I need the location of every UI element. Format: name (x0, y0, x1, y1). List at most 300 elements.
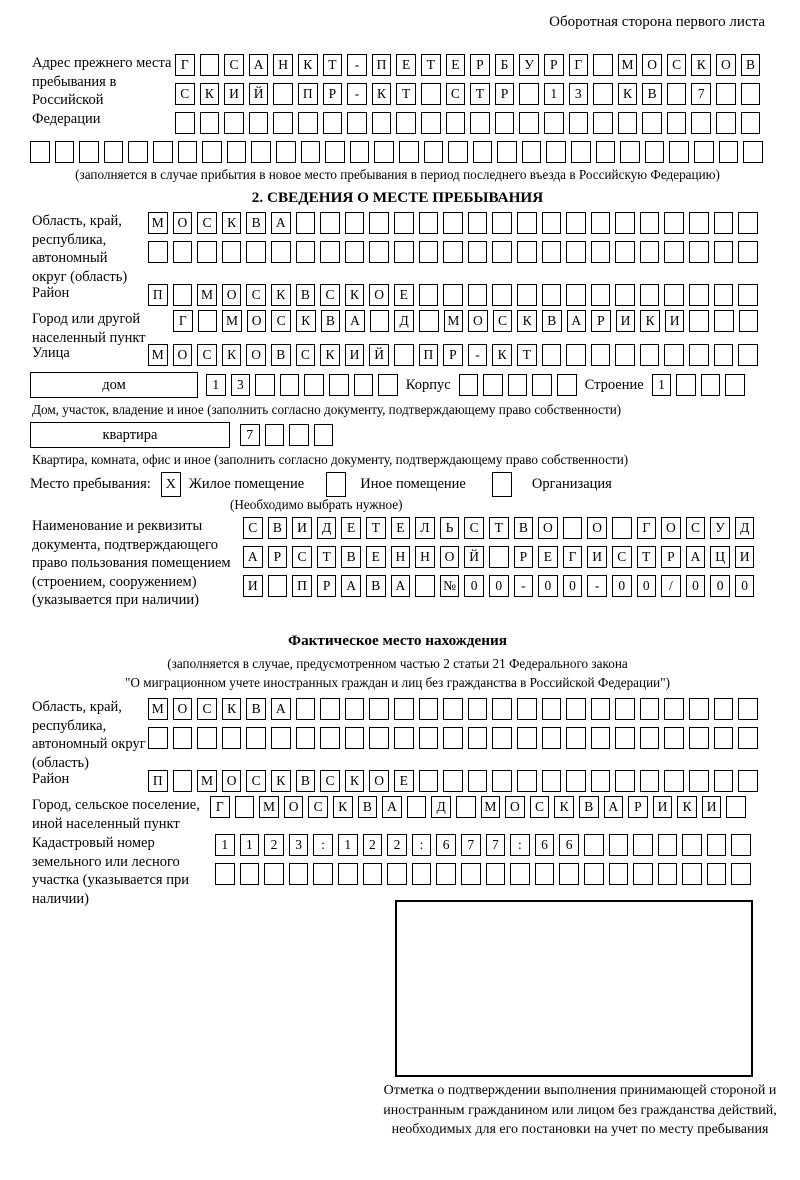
char-cell[interactable] (273, 112, 293, 134)
char-cell[interactable] (714, 344, 734, 366)
char-cell[interactable] (542, 212, 562, 234)
char-cell[interactable]: И (243, 575, 263, 597)
char-cell[interactable]: Ь (440, 517, 460, 539)
char-cell[interactable]: Ц (710, 546, 730, 568)
char-cell[interactable] (246, 241, 266, 263)
char-cell[interactable]: С (530, 796, 550, 818)
char-cell[interactable] (374, 141, 394, 163)
char-cell[interactable]: 3 (289, 834, 309, 856)
char-cell[interactable] (178, 141, 198, 163)
char-cell[interactable]: М (481, 796, 501, 818)
char-cell[interactable] (694, 141, 714, 163)
char-cell[interactable]: Р (514, 546, 534, 568)
char-cell[interactable]: П (148, 770, 168, 792)
char-cell[interactable]: А (604, 796, 624, 818)
char-cell[interactable]: 0 (464, 575, 484, 597)
char-cell[interactable]: К (372, 83, 392, 105)
char-cell[interactable]: Н (273, 54, 293, 76)
char-cell[interactable]: К (271, 284, 291, 306)
char-cell[interactable] (584, 863, 604, 885)
char-cell[interactable]: № (440, 575, 460, 597)
char-cell[interactable] (517, 727, 537, 749)
char-cell[interactable] (468, 241, 488, 263)
char-cell[interactable] (522, 141, 542, 163)
char-cell[interactable] (667, 83, 687, 105)
char-cell[interactable]: Е (394, 770, 414, 792)
char-cell[interactable] (731, 834, 751, 856)
char-cell[interactable]: К (222, 212, 242, 234)
char-cell[interactable]: Е (446, 54, 466, 76)
char-cell[interactable] (517, 212, 537, 234)
char-cell[interactable]: О (468, 310, 488, 332)
char-cell[interactable]: 0 (686, 575, 706, 597)
char-cell[interactable] (593, 83, 613, 105)
char-cell[interactable] (492, 698, 512, 720)
char-cell[interactable] (591, 212, 611, 234)
char-cell[interactable] (689, 241, 709, 263)
char-cell[interactable] (399, 141, 419, 163)
char-cell[interactable]: С (308, 796, 328, 818)
char-cell[interactable] (443, 698, 463, 720)
char-cell[interactable]: М (444, 310, 464, 332)
char-cell[interactable] (222, 241, 242, 263)
char-cell[interactable]: В (296, 284, 316, 306)
char-cell[interactable]: Т (637, 546, 657, 568)
char-cell[interactable]: 1 (240, 834, 260, 856)
char-cell[interactable] (468, 727, 488, 749)
char-cell[interactable] (664, 770, 684, 792)
char-cell[interactable] (470, 112, 490, 134)
char-cell[interactable] (517, 241, 537, 263)
char-cell[interactable]: Р (443, 344, 463, 366)
char-cell[interactable] (546, 141, 566, 163)
char-cell[interactable]: С (292, 546, 312, 568)
char-cell[interactable] (265, 424, 285, 446)
char-cell[interactable]: О (246, 344, 266, 366)
char-cell[interactable]: К (618, 83, 638, 105)
char-cell[interactable]: В (246, 212, 266, 234)
char-cell[interactable]: К (296, 310, 316, 332)
inoe-checkbox[interactable] (326, 472, 346, 497)
char-cell[interactable] (419, 770, 439, 792)
char-cell[interactable]: - (514, 575, 534, 597)
char-cell[interactable] (197, 727, 217, 749)
char-cell[interactable] (473, 141, 493, 163)
char-cell[interactable] (739, 310, 759, 332)
char-cell[interactable] (448, 141, 468, 163)
char-cell[interactable] (584, 834, 604, 856)
char-cell[interactable] (173, 727, 193, 749)
char-cell[interactable]: А (341, 575, 361, 597)
char-cell[interactable]: О (642, 54, 662, 76)
char-cell[interactable] (658, 863, 678, 885)
char-cell[interactable] (542, 241, 562, 263)
kvartira-box[interactable]: квартира (30, 422, 230, 448)
char-cell[interactable] (640, 344, 660, 366)
char-cell[interactable] (716, 112, 736, 134)
char-cell[interactable]: Р (470, 54, 490, 76)
char-cell[interactable] (394, 727, 414, 749)
char-cell[interactable]: К (640, 310, 660, 332)
char-cell[interactable] (443, 212, 463, 234)
char-cell[interactable]: В (514, 517, 534, 539)
char-cell[interactable]: О (440, 546, 460, 568)
char-cell[interactable]: : (412, 834, 432, 856)
char-cell[interactable]: Е (394, 284, 414, 306)
char-cell[interactable] (273, 83, 293, 105)
char-cell[interactable]: Т (317, 546, 337, 568)
char-cell[interactable]: 0 (489, 575, 509, 597)
char-cell[interactable]: К (492, 344, 512, 366)
char-cell[interactable]: С (493, 310, 513, 332)
char-cell[interactable] (301, 141, 321, 163)
char-cell[interactable]: К (320, 344, 340, 366)
char-cell[interactable]: Г (569, 54, 589, 76)
char-cell[interactable]: П (292, 575, 312, 597)
char-cell[interactable]: Й (369, 344, 389, 366)
char-cell[interactable]: П (298, 83, 318, 105)
char-cell[interactable]: В (542, 310, 562, 332)
char-cell[interactable] (394, 241, 414, 263)
char-cell[interactable] (79, 141, 99, 163)
char-cell[interactable] (345, 241, 365, 263)
char-cell[interactable]: С (224, 54, 244, 76)
char-cell[interactable] (566, 727, 586, 749)
char-cell[interactable]: 0 (538, 575, 558, 597)
char-cell[interactable]: О (369, 284, 389, 306)
char-cell[interactable] (407, 796, 427, 818)
char-cell[interactable]: 1 (206, 374, 226, 396)
char-cell[interactable]: М (197, 770, 217, 792)
char-cell[interactable] (664, 727, 684, 749)
char-cell[interactable] (738, 344, 758, 366)
char-cell[interactable] (714, 241, 734, 263)
char-cell[interactable] (519, 112, 539, 134)
char-cell[interactable]: / (661, 575, 681, 597)
char-cell[interactable]: О (173, 212, 193, 234)
char-cell[interactable] (497, 141, 517, 163)
char-cell[interactable] (369, 212, 389, 234)
char-cell[interactable] (640, 241, 660, 263)
char-cell[interactable]: У (519, 54, 539, 76)
char-cell[interactable]: 0 (710, 575, 730, 597)
char-cell[interactable] (566, 241, 586, 263)
char-cell[interactable] (714, 284, 734, 306)
char-cell[interactable] (370, 310, 390, 332)
char-cell[interactable]: 3 (569, 83, 589, 105)
char-cell[interactable] (738, 241, 758, 263)
char-cell[interactable] (532, 374, 552, 396)
char-cell[interactable]: С (246, 284, 266, 306)
char-cell[interactable] (689, 727, 709, 749)
char-cell[interactable] (726, 796, 746, 818)
char-cell[interactable]: Б (495, 54, 515, 76)
char-cell[interactable] (714, 212, 734, 234)
char-cell[interactable]: Т (517, 344, 537, 366)
char-cell[interactable] (320, 212, 340, 234)
char-cell[interactable] (486, 863, 506, 885)
char-cell[interactable] (714, 310, 734, 332)
char-cell[interactable]: К (554, 796, 574, 818)
char-cell[interactable] (689, 212, 709, 234)
char-cell[interactable] (591, 344, 611, 366)
char-cell[interactable] (419, 212, 439, 234)
char-cell[interactable] (566, 698, 586, 720)
char-cell[interactable]: К (200, 83, 220, 105)
char-cell[interactable] (615, 284, 635, 306)
char-cell[interactable]: Т (470, 83, 490, 105)
char-cell[interactable]: А (271, 212, 291, 234)
char-cell[interactable] (664, 344, 684, 366)
char-cell[interactable]: О (505, 796, 525, 818)
char-cell[interactable] (517, 698, 537, 720)
char-cell[interactable]: С (246, 770, 266, 792)
char-cell[interactable] (148, 241, 168, 263)
char-cell[interactable]: 1 (652, 374, 672, 396)
char-cell[interactable] (707, 863, 727, 885)
char-cell[interactable] (517, 284, 537, 306)
char-cell[interactable]: И (292, 517, 312, 539)
char-cell[interactable]: О (587, 517, 607, 539)
char-cell[interactable] (224, 112, 244, 134)
char-cell[interactable] (738, 727, 758, 749)
char-cell[interactable] (372, 112, 392, 134)
char-cell[interactable]: Н (391, 546, 411, 568)
char-cell[interactable] (517, 770, 537, 792)
char-cell[interactable]: - (587, 575, 607, 597)
char-cell[interactable] (313, 863, 333, 885)
char-cell[interactable] (268, 575, 288, 597)
char-cell[interactable] (200, 54, 220, 76)
char-cell[interactable]: Е (341, 517, 361, 539)
char-cell[interactable] (664, 284, 684, 306)
char-cell[interactable]: 0 (612, 575, 632, 597)
char-cell[interactable]: 2 (387, 834, 407, 856)
char-cell[interactable]: С (320, 284, 340, 306)
char-cell[interactable] (544, 112, 564, 134)
char-cell[interactable]: 7 (240, 424, 260, 446)
char-cell[interactable]: И (665, 310, 685, 332)
char-cell[interactable] (345, 212, 365, 234)
char-cell[interactable] (612, 517, 632, 539)
char-cell[interactable] (618, 112, 638, 134)
char-cell[interactable] (640, 284, 660, 306)
char-cell[interactable]: У (710, 517, 730, 539)
char-cell[interactable]: С (175, 83, 195, 105)
char-cell[interactable] (173, 770, 193, 792)
char-cell[interactable] (615, 698, 635, 720)
char-cell[interactable] (446, 112, 466, 134)
char-cell[interactable] (508, 374, 528, 396)
char-cell[interactable]: И (702, 796, 722, 818)
char-cell[interactable]: А (243, 546, 263, 568)
char-cell[interactable] (198, 310, 218, 332)
char-cell[interactable] (298, 112, 318, 134)
char-cell[interactable]: П (148, 284, 168, 306)
char-cell[interactable]: С (271, 310, 291, 332)
char-cell[interactable] (369, 241, 389, 263)
char-cell[interactable] (128, 141, 148, 163)
char-cell[interactable]: С (197, 212, 217, 234)
char-cell[interactable]: О (538, 517, 558, 539)
char-cell[interactable]: Н (415, 546, 435, 568)
char-cell[interactable] (566, 344, 586, 366)
char-cell[interactable] (738, 212, 758, 234)
char-cell[interactable]: А (249, 54, 269, 76)
char-cell[interactable]: К (333, 796, 353, 818)
char-cell[interactable]: П (372, 54, 392, 76)
char-cell[interactable] (350, 141, 370, 163)
char-cell[interactable]: 0 (637, 575, 657, 597)
char-cell[interactable]: О (661, 517, 681, 539)
char-cell[interactable] (542, 698, 562, 720)
char-cell[interactable]: А (345, 310, 365, 332)
dom-box[interactable]: дом (30, 372, 198, 398)
char-cell[interactable] (510, 863, 530, 885)
char-cell[interactable] (738, 698, 758, 720)
char-cell[interactable]: А (567, 310, 587, 332)
char-cell[interactable] (664, 698, 684, 720)
char-cell[interactable] (633, 863, 653, 885)
char-cell[interactable] (714, 698, 734, 720)
char-cell[interactable] (667, 112, 687, 134)
char-cell[interactable] (424, 141, 444, 163)
char-cell[interactable] (443, 284, 463, 306)
char-cell[interactable] (741, 83, 761, 105)
char-cell[interactable] (255, 374, 275, 396)
char-cell[interactable] (175, 112, 195, 134)
char-cell[interactable] (459, 374, 479, 396)
char-cell[interactable]: Е (396, 54, 416, 76)
char-cell[interactable] (689, 310, 709, 332)
char-cell[interactable]: С (686, 517, 706, 539)
char-cell[interactable] (200, 112, 220, 134)
char-cell[interactable]: 6 (559, 834, 579, 856)
char-cell[interactable] (492, 284, 512, 306)
char-cell[interactable] (664, 241, 684, 263)
char-cell[interactable] (320, 241, 340, 263)
char-cell[interactable] (104, 141, 124, 163)
char-cell[interactable] (559, 863, 579, 885)
char-cell[interactable] (412, 863, 432, 885)
char-cell[interactable] (714, 727, 734, 749)
char-cell[interactable] (304, 374, 324, 396)
char-cell[interactable]: С (320, 770, 340, 792)
char-cell[interactable] (173, 241, 193, 263)
char-cell[interactable]: А (391, 575, 411, 597)
char-cell[interactable] (689, 770, 709, 792)
char-cell[interactable] (566, 770, 586, 792)
char-cell[interactable] (436, 863, 456, 885)
char-cell[interactable] (354, 374, 374, 396)
char-cell[interactable]: В (321, 310, 341, 332)
char-cell[interactable] (325, 141, 345, 163)
char-cell[interactable] (338, 863, 358, 885)
char-cell[interactable]: Р (591, 310, 611, 332)
char-cell[interactable] (492, 241, 512, 263)
char-cell[interactable] (563, 517, 583, 539)
organizatsiya-checkbox[interactable] (492, 472, 512, 497)
char-cell[interactable] (468, 212, 488, 234)
char-cell[interactable] (153, 141, 173, 163)
char-cell[interactable] (566, 212, 586, 234)
char-cell[interactable] (615, 212, 635, 234)
char-cell[interactable] (421, 83, 441, 105)
char-cell[interactable] (173, 284, 193, 306)
char-cell[interactable] (609, 834, 629, 856)
char-cell[interactable] (394, 344, 414, 366)
char-cell[interactable] (468, 698, 488, 720)
char-cell[interactable]: К (345, 770, 365, 792)
char-cell[interactable]: К (271, 770, 291, 792)
char-cell[interactable]: В (741, 54, 761, 76)
char-cell[interactable] (571, 141, 591, 163)
char-cell[interactable] (421, 112, 441, 134)
char-cell[interactable] (347, 112, 367, 134)
char-cell[interactable] (719, 141, 739, 163)
char-cell[interactable]: Е (538, 546, 558, 568)
char-cell[interactable] (591, 698, 611, 720)
char-cell[interactable] (271, 241, 291, 263)
char-cell[interactable] (235, 796, 255, 818)
char-cell[interactable] (289, 424, 309, 446)
char-cell[interactable] (701, 374, 721, 396)
char-cell[interactable]: Й (464, 546, 484, 568)
char-cell[interactable] (569, 112, 589, 134)
char-cell[interactable]: Р (317, 575, 337, 597)
char-cell[interactable]: А (271, 698, 291, 720)
char-cell[interactable] (443, 241, 463, 263)
char-cell[interactable]: О (173, 344, 193, 366)
char-cell[interactable]: К (517, 310, 537, 332)
char-cell[interactable]: Д (735, 517, 755, 539)
char-cell[interactable] (251, 141, 271, 163)
char-cell[interactable]: М (197, 284, 217, 306)
char-cell[interactable]: К (345, 284, 365, 306)
char-cell[interactable] (640, 727, 660, 749)
char-cell[interactable] (197, 241, 217, 263)
char-cell[interactable] (658, 834, 678, 856)
char-cell[interactable] (591, 727, 611, 749)
char-cell[interactable]: М (148, 212, 168, 234)
char-cell[interactable] (682, 863, 702, 885)
char-cell[interactable] (716, 83, 736, 105)
char-cell[interactable]: К (677, 796, 697, 818)
char-cell[interactable]: М (222, 310, 242, 332)
char-cell[interactable] (591, 241, 611, 263)
char-cell[interactable] (615, 770, 635, 792)
char-cell[interactable] (542, 284, 562, 306)
char-cell[interactable]: С (296, 344, 316, 366)
char-cell[interactable] (296, 698, 316, 720)
char-cell[interactable]: И (616, 310, 636, 332)
char-cell[interactable]: Е (366, 546, 386, 568)
char-cell[interactable] (633, 834, 653, 856)
char-cell[interactable] (542, 770, 562, 792)
char-cell[interactable]: : (510, 834, 530, 856)
char-cell[interactable] (296, 212, 316, 234)
char-cell[interactable] (731, 863, 751, 885)
char-cell[interactable]: Л (415, 517, 435, 539)
char-cell[interactable]: О (247, 310, 267, 332)
char-cell[interactable] (227, 141, 247, 163)
char-cell[interactable] (55, 141, 75, 163)
char-cell[interactable] (738, 770, 758, 792)
char-cell[interactable]: Г (175, 54, 195, 76)
char-cell[interactable]: В (268, 517, 288, 539)
char-cell[interactable] (394, 212, 414, 234)
char-cell[interactable] (645, 141, 665, 163)
